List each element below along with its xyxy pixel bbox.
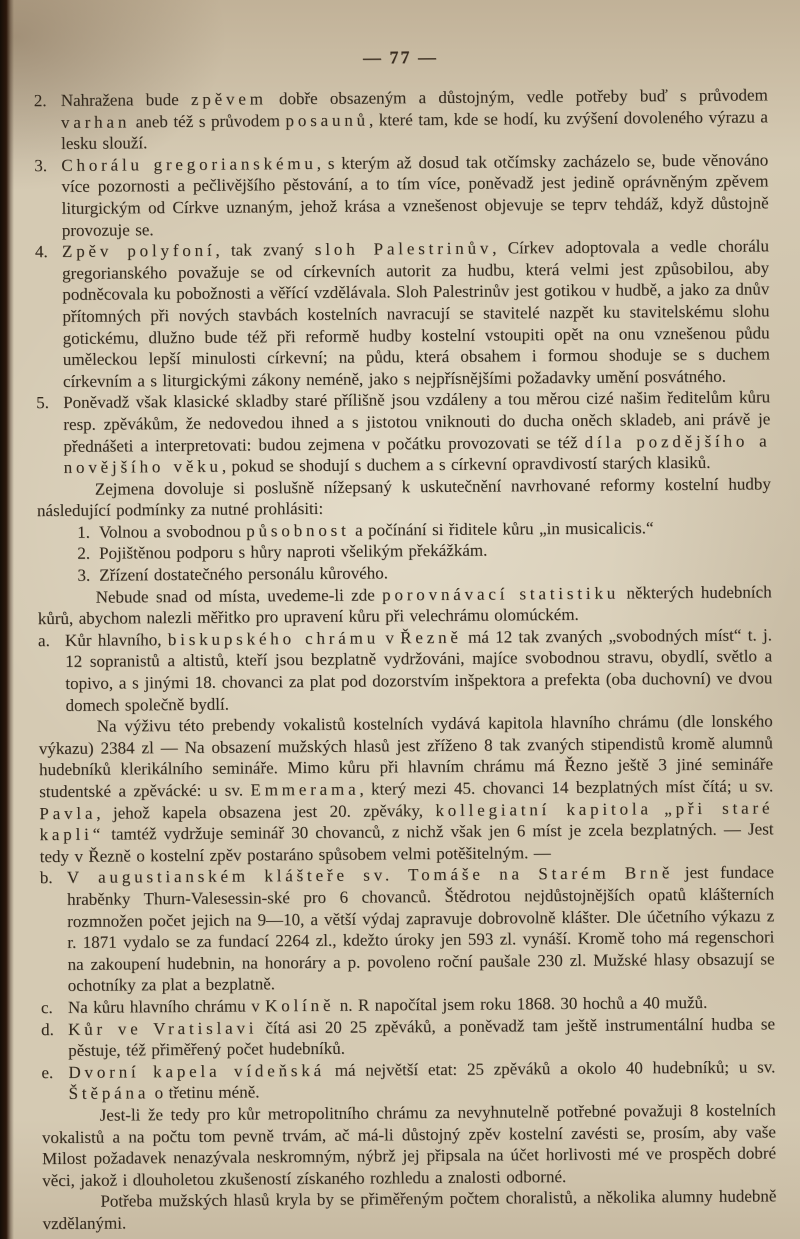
letterspaced-text: Kolíně <box>265 995 335 1016</box>
letterspaced-text: Dvorní kapela vídeňská <box>68 1060 326 1082</box>
list-item <box>38 624 773 716</box>
text-run: má největší etat: 25 zpěváků a okolo 40 hudebníků; u sv. <box>324 1057 776 1080</box>
item-text <box>63 388 770 477</box>
text-run: v <box>378 628 401 648</box>
text-run: aneb též s průvodem <box>130 110 286 131</box>
letterspaced-text: Řezně <box>400 627 462 648</box>
text-run: o třetinu méně. <box>149 1082 260 1103</box>
page-sheet <box>33 0 777 1235</box>
list-item <box>34 149 769 241</box>
item-text <box>37 474 771 520</box>
item-text <box>99 541 487 563</box>
text-run: jest fundace hraběnky Thurn-Valesessin-ské pro 6 chovanců. Štědrotou nejdůstojnějších opatů klášterních rozmnožen počet jejich na 9—10, a větší výdaj zapravuje dobrovolně klášter. Dle účetního výkazu z r. 1871 vydalo se za fundací 2264 zl., kdežto úroky jen 593 zl. vynáší. Kromě toho má regenschori na zakoupení hudebnin, na honoráry a p. povoleno roční paušale 230 zl. Mužské hlasy obsazují se ochotníky za plat a bezplatně. <box>66 862 775 996</box>
item-text <box>99 563 388 584</box>
item-marker: 3. <box>77 565 91 585</box>
text-run: Zejmena dovoluje si poslušně nížepsaný k uskutečnění navrhované reformy kostelní hudby následující podmínky za nutné prohlásiti: <box>36 474 771 521</box>
letterspaced-text: díla pozdějšího a novějšího věku <box>63 430 771 478</box>
item-text <box>38 582 772 628</box>
letterspaced-text: biskupského chrámu <box>167 628 380 649</box>
list-item <box>35 236 770 393</box>
letterspaced-text: zpěvem <box>190 89 267 109</box>
item-text <box>65 625 772 714</box>
item-marker: 4. <box>34 242 48 262</box>
text-run: Nebude snad od místa, uvedeme-li zde <box>95 585 383 607</box>
list-item <box>40 862 775 997</box>
item-marker: b. <box>39 868 53 888</box>
item-marker: 5. <box>36 393 49 413</box>
paragraph <box>37 473 771 522</box>
item-marker: 2. <box>77 544 91 564</box>
item-text <box>42 1100 776 1190</box>
text-run: Na výživu této prebendy vokalistů kostelních vydává kapitola hlavního chrámu (dle lonského výkazu) 2384 zl — Na obsazení mužských hlasů jest zříženo 8 tak zvaných stipendistů kromě alumnů hudebníků klerikálního semináře. Mimo kůru při hlavním chrámu má Řezno ještě 3 jiné semináře studentské a zpěvácké: u sv. <box>38 711 774 802</box>
item-marker: e. <box>41 1062 54 1082</box>
item-text <box>61 85 768 153</box>
item-text <box>67 863 775 996</box>
text-run: tamtéž vydržuje seminář 30 chovanců, z nichž však jen 6 míst je zcela bezplatných. — Jest tedy v Řezně o kostelní zpěv postaráno spůsobem velmi potěšitelným. — <box>39 819 774 866</box>
letterspaced-text: Zpěv polyfoní <box>61 240 216 262</box>
text-run: čítá asi 20 25 zpěváků, a poněvadž tam ještě instrumentální hudba se pěstuje, též přiměřený počet hudebníků. <box>68 1013 776 1061</box>
text-run <box>652 799 665 818</box>
text-run: Volnou a svobodnou <box>98 521 247 542</box>
letterspaced-text: porovnávací statistiku <box>382 583 620 605</box>
item-marker: c. <box>40 997 53 1018</box>
text-run: některých hudebních kůrů, abychom nalezli měřitko pro upravení kůru při velechrámu olomúckém. <box>37 582 772 629</box>
text-run: , pokud se shodují s duchem a s církevní opravdivostí starých klasiků. <box>221 452 711 476</box>
text-run: , které tam, kde se hodí, ku zvýšení dovoleného výrazu a lesku slouží. <box>61 106 768 154</box>
list-item <box>34 84 768 155</box>
text-run: , Církev adoptovala a vedle chorálu gregorianského považuje se od církevních autorit za hudbu, která velmi jest způsobilou, aby podněcovala ku pobožnosti a věřící vzdělávala. Sloh Palestrinův jest gotikou v hudbě, a jako za dnův přítomných při nových stavbách kostelních navracují se stavitelé nazpět ku stavitelskému slohu gotickému, dlužno bude též při reformě hudby kostelní vstoupiti opět na onu vznešenou půdu uměleckou lepší minulosti církevní; na půdu, která obsahem i formou shoduje se s duchem církevním a s liturgickými zákony neméně, jako s nejpřísnějšími požadavky umění posvátného. <box>62 236 770 391</box>
text-run: Potřeba mužských hlasů kryla by se přiměřeným počtem choralistů, a několika alumny hudebně vzdělanými. <box>42 1186 777 1233</box>
document-body <box>34 84 777 1234</box>
item-marker: a. <box>37 630 50 650</box>
text-run: dobře obsazeným a důstojným, vedle potřeby buď s průvodem <box>266 85 768 109</box>
text-run: Kůr hlavního, <box>64 629 168 650</box>
text-run: Pojištěnou podporu s hůry naproti všelikým překážkám. <box>99 541 488 564</box>
text-run: má 12 tak zvaných „svobodných míst“ t. j. 12 sopranistů a altistů, kteří jsou bezplatně vydržováni, majíce svobodnou stravu, obydlí, světlo a topivo, a s jinými 18. chovanci za plat pod dozorstvím inšpektora a prefekta (oba duchovní) ve dvou domech společně bydlí. <box>65 625 773 715</box>
letterspaced-text: V augustianském klášteře sv. Tomáše na Starém Brně <box>66 863 674 888</box>
item-text <box>99 518 654 541</box>
letterspaced-text: Štěpána <box>68 1083 150 1104</box>
item-text <box>39 712 774 866</box>
letterspaced-text: sloh Palestrinův <box>314 238 493 260</box>
item-text <box>43 1187 777 1233</box>
paragraph <box>42 1099 777 1191</box>
text-run: a počínání si řiditele kůru „in musicalicis.“ <box>349 518 654 540</box>
letterspaced-text: Chorálu gregorianskému <box>61 153 317 175</box>
list-item <box>36 387 771 479</box>
letterspaced-text: Kůr ve Vratislavi <box>67 1017 258 1039</box>
item-text <box>61 150 768 239</box>
letterspaced-text: „při staré kapli“ <box>39 797 774 845</box>
text-run: Zřízení dostatečného personálu kůrového. <box>99 563 389 585</box>
item-marker: d. <box>40 1019 54 1039</box>
text-run: n. R napočítal jsem roku 1868. 30 hochů a 40 mužů. <box>334 992 708 1015</box>
item-text <box>68 1014 775 1060</box>
item-text <box>62 237 770 391</box>
list-item <box>41 1056 775 1105</box>
item-marker: 1. <box>77 522 90 542</box>
text-run: , jehož kapela obsazena jest 20. zpěváky, <box>96 800 436 823</box>
scan-edge-shadow <box>0 0 14 1239</box>
text-run: , tak zvaný <box>215 240 315 260</box>
letterspaced-text: kollegiatní kapitola <box>435 798 652 820</box>
letterspaced-text: Pavla <box>39 803 97 823</box>
paragraph <box>38 581 772 630</box>
letterspaced-text: posaunů <box>285 110 370 130</box>
paragraph <box>39 711 774 868</box>
letterspaced-text: Emmerama <box>250 779 360 800</box>
paragraph <box>42 1186 776 1235</box>
text-run: Nahražena bude <box>60 89 192 110</box>
item-marker: 3. <box>34 155 48 175</box>
text-run: Poněvadž však klasické skladby staré přílišně jsou vzdáleny a tou měrou cizé našim ředitelům kůru resp. zpěvákům, že nedovedou ihned a s jistotou vniknouti do ducha oněch skladeb, ani právě je přednášeti a interpretovati: budou zejmena v počátku provozovati se též <box>63 387 771 456</box>
text-run: , s kterým až dosud tak otčímsky zacházelo se, bude věnováno více pozornosti a pečlivějšího pěstování, a to tím více, poněvadž jest jedině oprávněným zpěvem liturgickým od Církve uznaným, jehož krása a vznešenost objevuje se teprv tehdáž, když důstojně provozuje se. <box>61 150 769 240</box>
page-number: — 77 — <box>362 46 439 68</box>
item-text <box>68 1057 775 1103</box>
text-run: Jest-li že tedy pro kůr metropolitního chrámu za nevyhnutelně potřebné považuji 8 kostelních vokalistů a na počtu tom pevně trvám, ač má-li důstojný zpěv kostelní zavésti se, prosím, aby vaše Milost požadavek nenazývala neskromným, nýbrž jej připsala na účet horlivosti mé ve prospěch dobré věci, jakož i dlouholetou zkušeností získaného rozhledu a znalosti odborné. <box>41 1100 777 1190</box>
text-run: Na kůru hlavního chrámu v <box>67 996 266 1017</box>
text-run: , který mezi 45. chovanci 14 bezplatných míst čítá; u sv. <box>359 776 774 799</box>
letterspaced-text: působnost <box>246 520 350 541</box>
list-item <box>41 1013 775 1062</box>
item-marker: 2. <box>33 91 47 111</box>
letterspaced-text: varhan <box>60 111 131 132</box>
